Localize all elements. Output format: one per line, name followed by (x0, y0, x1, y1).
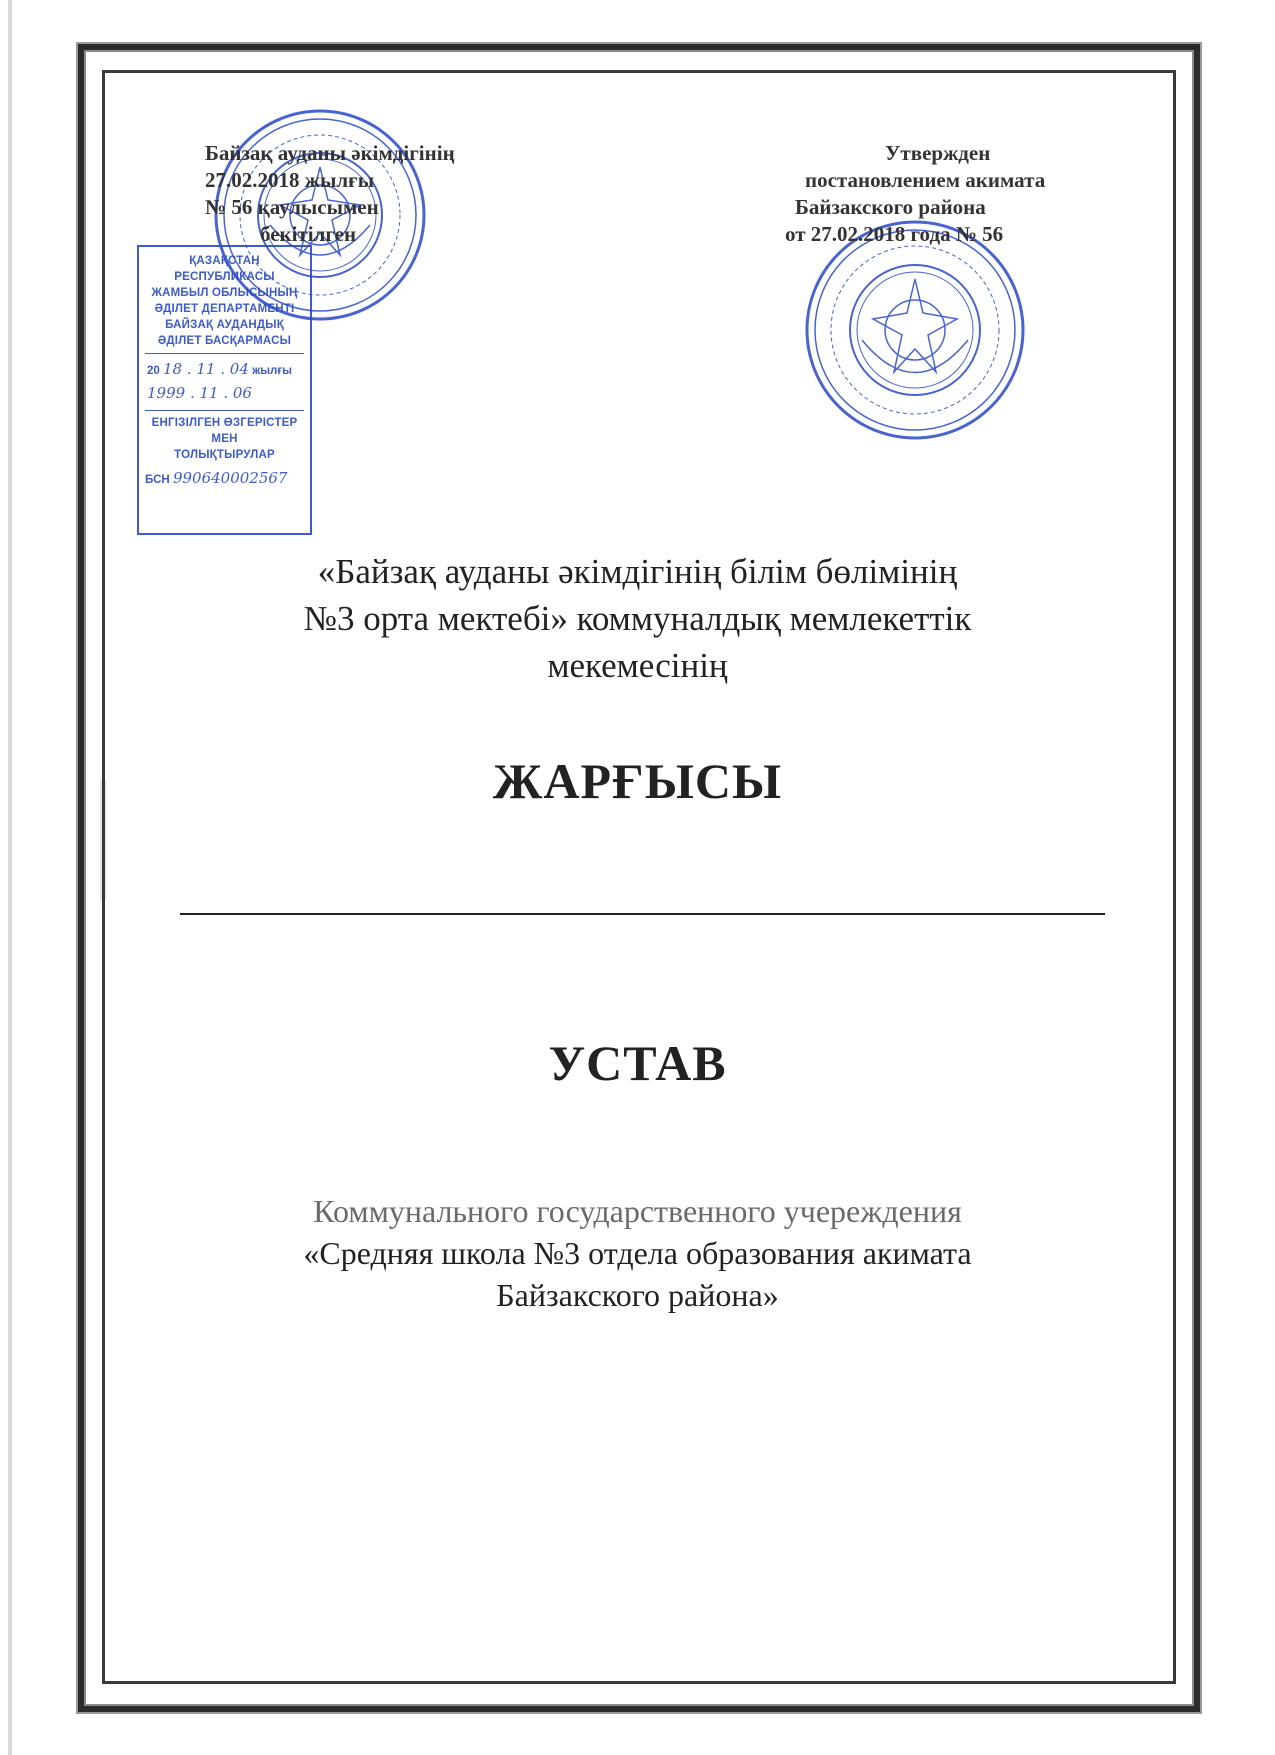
stamp-line6: ЕНГІЗІЛГЕН ӨЗГЕРІСТЕР МЕН (151, 417, 298, 445)
stamp-line7: ТОЛЫҚТЫРУЛАР (174, 449, 275, 461)
stamp-date1-suffix: жылғы (252, 365, 292, 377)
approval-right-line4: от 27.02.2018 года № 56 (785, 222, 1004, 246)
heading-ru: УСТАВ (548, 1035, 727, 1091)
stamp-line1: ҚАЗАҚСТАН РЕСПУБЛИКАСЫ (174, 255, 275, 283)
registration-stamp (137, 245, 312, 535)
approval-left-line1: Байзақ ауданы әкімдігінің (205, 141, 455, 165)
approval-right-line1: Утвержден (885, 141, 991, 165)
subtitle-ru-line2: «Средняя школа №3 отдела образования акимата (303, 1235, 972, 1271)
approval-left-line3: № 56 қаулысымен (205, 195, 379, 219)
stamp-date-row1 (139, 358, 310, 382)
approval-left-line2: 27.02.2018 жылғы (205, 168, 375, 192)
stamp-line3: ӘДІЛЕТ ДЕПАРТАМЕНТІ (154, 303, 295, 315)
subtitle-ru-line3: Байзакского района» (496, 1277, 779, 1313)
document-title-kz (0, 548, 1275, 689)
section-divider (180, 913, 1105, 915)
official-seal-right (800, 215, 1030, 445)
title-kz-line3: мекемесінің (547, 646, 728, 685)
document-subtitle-ru (0, 1190, 1275, 1316)
stamp-bsn (139, 469, 310, 487)
heading-kz: ЖАРҒЫСЫ (492, 753, 783, 809)
scan-edge (8, 0, 12, 1755)
stamp-bsn-value: 990640002567 (172, 469, 288, 487)
stamp-line5: ӘДІЛЕТ БАСҚАРМАСЫ (157, 335, 292, 347)
stamp-date-row2 (139, 382, 310, 406)
stamp-bsn-label: БСН (145, 474, 170, 486)
approval-left (205, 140, 455, 248)
stamp-separator-2 (145, 410, 304, 411)
title-kz-line2: №3 орта мектебі» коммуналдық мемлекеттік (303, 599, 972, 638)
stamp-date2-value: 1999 . 11 . 06 (147, 384, 252, 402)
subtitle-ru-line1: Коммунального государственного учереждения (313, 1193, 962, 1229)
stamp-date1-value: 18 . 11 . 04 (163, 360, 249, 378)
stamp-line4: БАЙЗАҚ АУДАНДЫҚ (165, 319, 284, 331)
approval-right-line2: постановлением акимата (805, 168, 1046, 192)
approval-right-line3: Байзакского района (795, 195, 986, 219)
stamp-date1-prefix: 20 (147, 365, 160, 377)
title-kz-line1: «Байзақ ауданы әкімдігінің білім бөлімінің (317, 552, 958, 591)
stamp-line2: ЖАМБЫЛ ОБЛЫСЫНЫҢ (151, 287, 298, 299)
approval-left-line4: бекітілген (260, 222, 357, 246)
stamp-separator (145, 353, 304, 354)
approval-right (785, 140, 1046, 248)
